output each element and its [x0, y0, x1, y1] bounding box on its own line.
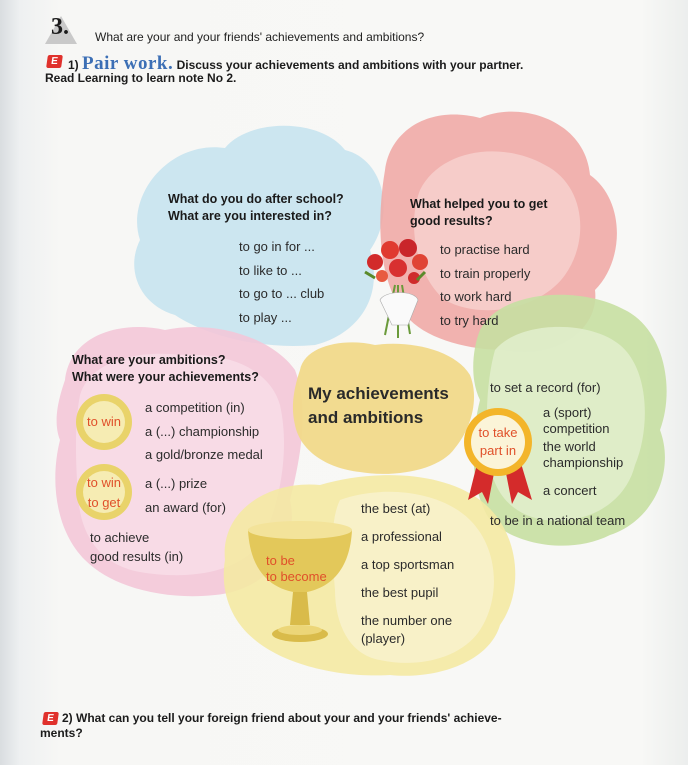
- part1-text: Discuss your achievements and ambitions with your partner.: [176, 58, 524, 72]
- task-number: 3.: [45, 16, 79, 44]
- list-item: to go to ... club: [239, 286, 325, 301]
- list-item: the best (at): [361, 501, 431, 516]
- list-item: to train properly: [440, 265, 531, 281]
- petal-top-left-list: [239, 235, 324, 329]
- list-item: a top sportsman: [361, 557, 455, 572]
- cup-to-be-to-become: to be to become: [266, 553, 327, 584]
- list-item: a professional: [361, 529, 442, 544]
- petal-right-list: [543, 405, 623, 499]
- list-item: a competition (in): [145, 400, 245, 415]
- list-item: a (...) championship: [145, 423, 260, 439]
- badge-to-win: to win: [87, 414, 121, 429]
- set-record-text: to set a record (for): [490, 380, 601, 395]
- list-item: to go in for ...: [239, 239, 315, 254]
- list-item: a concert: [543, 483, 597, 498]
- petal-left-heading: What are your ambitions? What were your achievements?: [72, 353, 259, 384]
- part1-number: 1): [68, 58, 79, 72]
- list-item: the best pupil: [361, 585, 439, 600]
- list-item: an award (for): [145, 499, 226, 515]
- list-item: to work hard: [440, 289, 512, 304]
- list-item: a gold/bronze medal: [145, 447, 263, 462]
- badge-take-part-in: to take part in: [478, 425, 518, 458]
- list-item: a (sport) competition: [543, 405, 610, 436]
- question-2-line2: ments?: [40, 726, 83, 740]
- list-item: the number one: [361, 613, 453, 628]
- list-item: to play ...: [239, 309, 292, 325]
- list-item: a (...) prize: [145, 476, 208, 491]
- center-title: My achievements and ambitions: [308, 384, 449, 427]
- list-item: to like to ...: [239, 262, 302, 278]
- petal-top-right-heading: What helped you to get good results?: [410, 197, 548, 228]
- list-item: to practise hard: [440, 242, 530, 257]
- exercise-e-icon: E: [46, 55, 63, 68]
- list-item: (player): [361, 631, 406, 646]
- petal-top-left-heading: What do you do after school? What are you interested in?: [168, 192, 344, 223]
- task-title: What are your and your friends' achievements and ambitions?: [95, 30, 425, 44]
- petal-top-right-list: [440, 238, 530, 332]
- badge-to-win-to-get: to win to get: [87, 475, 121, 510]
- petal-left-win-list: [145, 396, 263, 467]
- list-item: the world championship: [543, 439, 624, 470]
- petal-left-get-list: [145, 472, 226, 519]
- exercise-e-icon-2: E: [42, 712, 59, 725]
- part1-line2: Read Learning to learn note No 2.: [45, 71, 237, 85]
- pair-work-label: Pair work.: [82, 53, 174, 74]
- question-2: 2) What can you tell your foreign friend about your and your friends' achieve-: [62, 711, 502, 725]
- list-item: to try hard: [440, 312, 499, 328]
- petal-bottom-list: [361, 495, 454, 648]
- petal-left-achieve: to achieve good results (in): [90, 530, 184, 564]
- national-team-text: to be in a national team: [490, 513, 626, 528]
